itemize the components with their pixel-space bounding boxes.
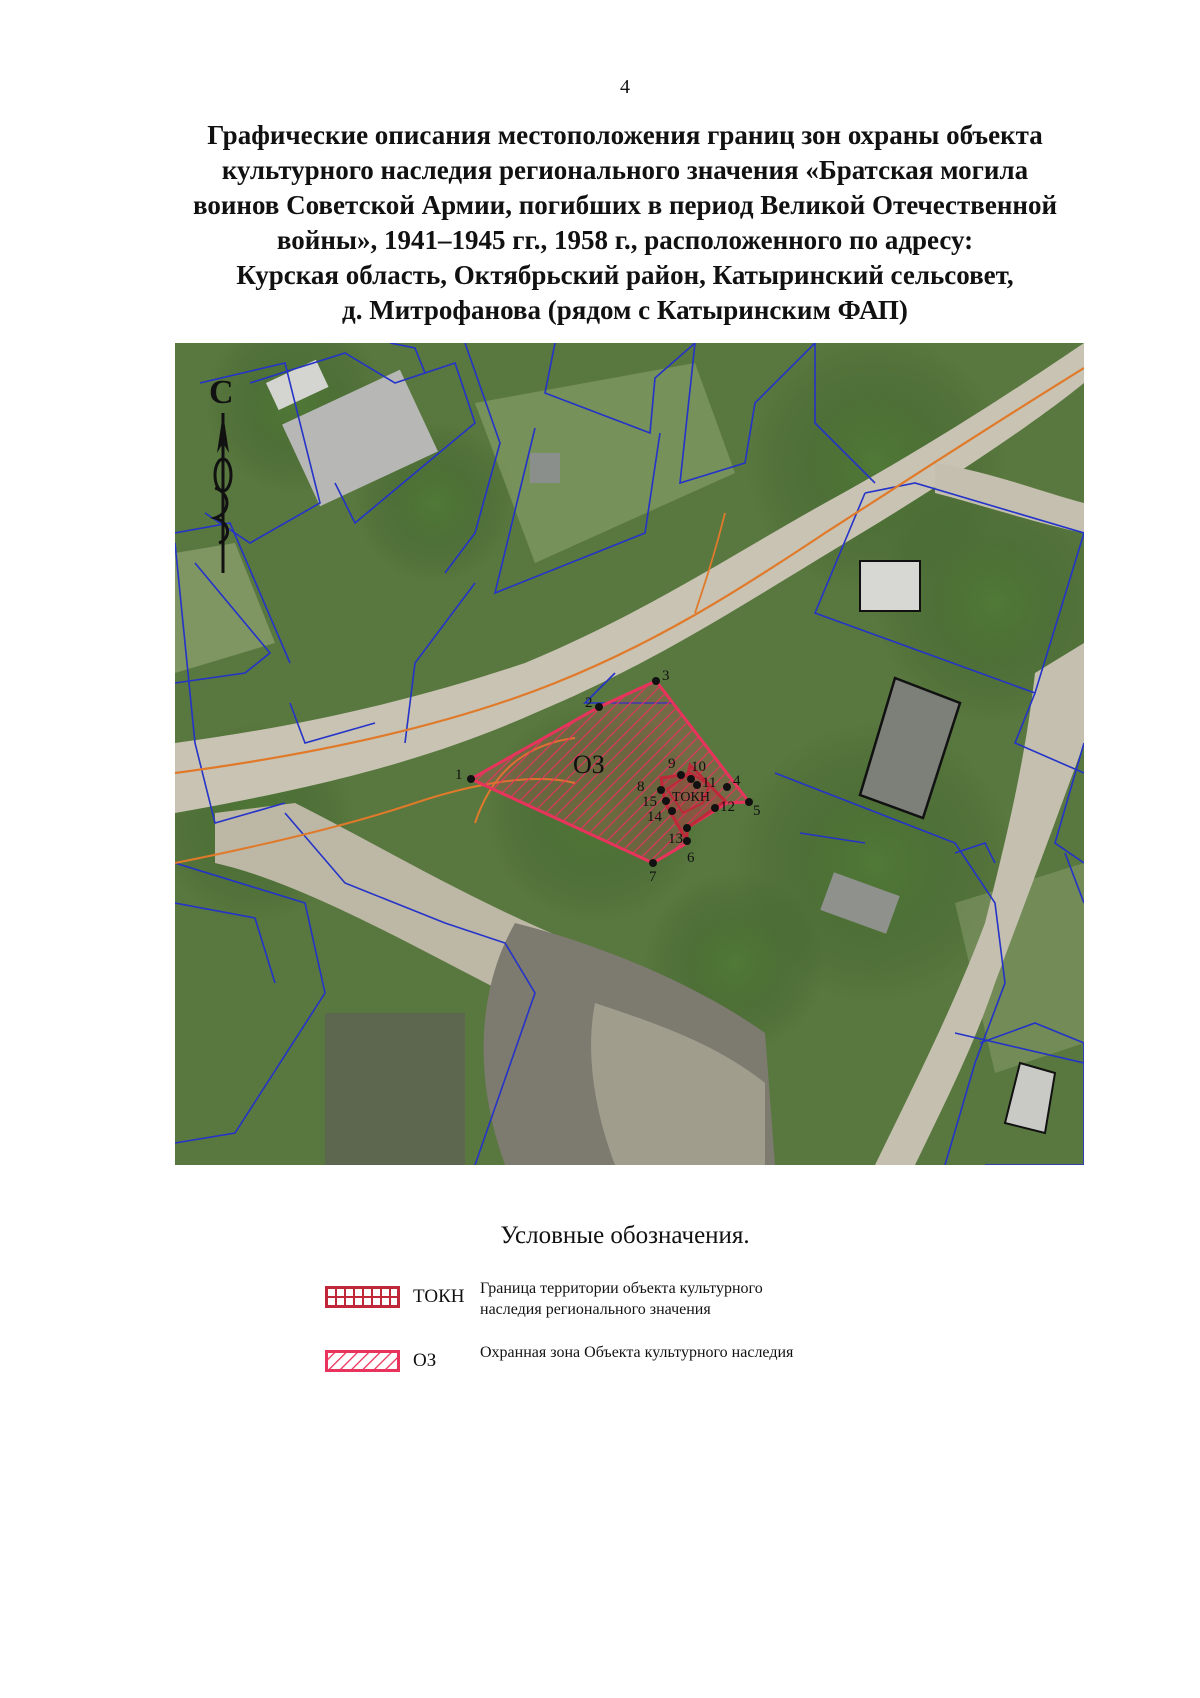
grid-swatch-icon xyxy=(325,1286,400,1308)
title-line: войны», 1941–1945 гг., 1958 г., расположенного по адресу: xyxy=(276,225,974,255)
hatch-swatch-icon xyxy=(325,1350,400,1372)
point-label-2: 2 xyxy=(585,695,593,711)
point-label-7: 7 xyxy=(649,869,657,885)
boundary-point-10 xyxy=(687,775,695,783)
legend-description: Охранная зона Объекта культурного наследия xyxy=(480,1344,794,1361)
boundary-point-1 xyxy=(467,775,475,783)
boundary-point-15 xyxy=(662,797,670,805)
point-label-12: 12 xyxy=(720,799,735,815)
boundary-point-5 xyxy=(745,798,753,806)
title-line: Курская область, Октябрьский район, Катыринский сельсовет, xyxy=(236,260,1014,290)
legend-description: Граница территории объекта культурного наследия регионального значения xyxy=(480,1280,763,1318)
object-label: ТОКН xyxy=(672,790,710,805)
zone-label: ОЗ xyxy=(573,750,605,779)
north-label: С xyxy=(209,374,234,411)
point-label-5: 5 xyxy=(753,803,761,819)
boundary-point-8 xyxy=(657,786,665,794)
boundary-point-7 xyxy=(649,859,657,867)
aerial-map xyxy=(175,343,1084,1165)
point-label-9: 9 xyxy=(668,756,676,772)
point-label-13: 13 xyxy=(668,831,683,847)
point-label-6: 6 xyxy=(687,850,695,866)
title-line: д. Митрофанова (рядом с Катыринским ФАП) xyxy=(342,295,908,325)
point-label-14: 14 xyxy=(647,809,662,825)
boundary-point-9 xyxy=(677,771,685,779)
point-label-10: 10 xyxy=(691,759,706,775)
point-label-3: 3 xyxy=(662,668,670,684)
point-label-11: 11 xyxy=(702,775,717,791)
boundary-point-13 xyxy=(683,824,691,832)
legend-code: ТОКН xyxy=(413,1286,465,1307)
map-canvas xyxy=(175,343,1084,1165)
boundary-point-2 xyxy=(595,703,603,711)
building xyxy=(325,1013,465,1165)
boundary-point-11 xyxy=(693,781,701,789)
page-title xyxy=(140,118,1110,328)
point-label-8: 8 xyxy=(637,779,645,795)
boundary-point-12 xyxy=(711,804,719,812)
legend-title: Условные обозначения. xyxy=(500,1222,750,1249)
page-number: 4 xyxy=(620,76,630,98)
point-label-4: 4 xyxy=(733,773,741,789)
title-line: воинов Советской Армии, погибших в период Великой Отечественной xyxy=(192,190,1058,220)
point-label-1: 1 xyxy=(455,767,463,783)
boundary-point-3 xyxy=(652,677,660,685)
title-line: культурного наследия регионального значения «Братская могила xyxy=(221,155,1029,185)
boundary-point-4 xyxy=(723,783,731,791)
building xyxy=(860,561,920,611)
boundary-point-6 xyxy=(683,837,691,845)
legend-code: ОЗ xyxy=(413,1350,437,1371)
boundary-point-14 xyxy=(668,807,676,815)
point-label-15: 15 xyxy=(642,794,657,810)
title-line: Графические описания местоположения границ зон охраны объекта xyxy=(207,120,1043,150)
building xyxy=(530,453,560,483)
